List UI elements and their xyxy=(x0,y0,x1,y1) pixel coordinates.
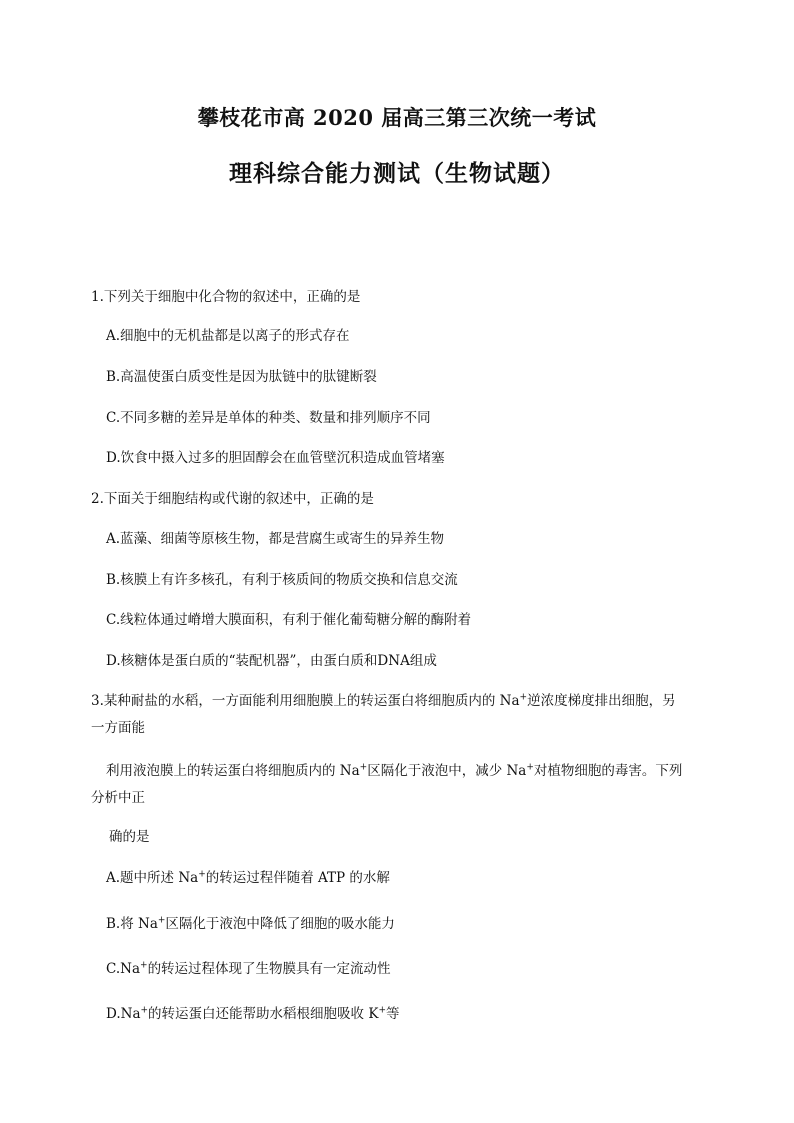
question-1-option-c: C.不同多糖的差异是单体的种类、数量和排列顺序不同 xyxy=(106,410,431,426)
question-3-stem-line-2: 一方面能 xyxy=(91,720,145,736)
question-1-option-b: B.高温使蛋白质变性是因为肽链中的肽键断裂 xyxy=(106,369,377,385)
exam-title: 攀枝花市高 2020 届高三第三次统一考试 xyxy=(197,105,597,130)
question-1-stem: 1.下列关于细胞中化合物的叙述中，正确的是 xyxy=(91,289,361,305)
question-3-option-a: A.题中所述 Na+的转运过程伴随着 ATP 的水解 xyxy=(106,869,390,886)
question-1-option-d: D.饮食中摄入过多的胆固醇会在血管壁沉积造成血管堵塞 xyxy=(106,450,445,466)
question-2-option-d: D.核糖体是蛋白质的“装配机器”，由蛋白质和DNA组成 xyxy=(106,653,437,669)
question-2-option-a: A.蓝藻、细菌等原核生物，都是营腐生或寄生的异养生物 xyxy=(106,531,445,547)
question-3-stem-line-5: 确的是 xyxy=(109,829,150,845)
question-2-option-b: B.核膜上有许多核孔，有利于核质间的物质交换和信息交流 xyxy=(106,572,458,588)
question-3-stem-line-3: 利用液泡膜上的转运蛋白将细胞质内的 Na+区隔化于液泡中，减少 Na+对植物细胞的毒害。下列 xyxy=(106,762,683,779)
question-2-option-c: C.线粒体通过嵴增大膜面积，有利于催化葡萄糖分解的酶附着 xyxy=(106,612,472,628)
question-3-option-b: B.将 Na+区隔化于液泡中降低了细胞的吸水能力 xyxy=(106,915,395,932)
question-3-stem-line-4: 分析中正 xyxy=(91,790,145,806)
question-1-option-a: A.细胞中的无机盐都是以离子的形式存在 xyxy=(106,328,350,344)
question-3-option-c: C.Na+的转运过程体现了生物膜具有一定流动性 xyxy=(106,960,391,977)
question-3-stem-line-1: 3.某种耐盐的水稻，一方面能利用细胞膜上的转运蛋白将细胞质内的 Na+逆浓度梯度排出细胞，另 xyxy=(91,692,676,709)
question-3-option-d: D.Na+的转运蛋白还能帮助水稻根细胞吸收 K+等 xyxy=(106,1005,400,1022)
question-2-stem: 2.下面关于细胞结构或代谢的叙述中，正确的是 xyxy=(91,491,374,507)
exam-subtitle: 理科综合能力测试（生物试题） xyxy=(229,160,565,187)
